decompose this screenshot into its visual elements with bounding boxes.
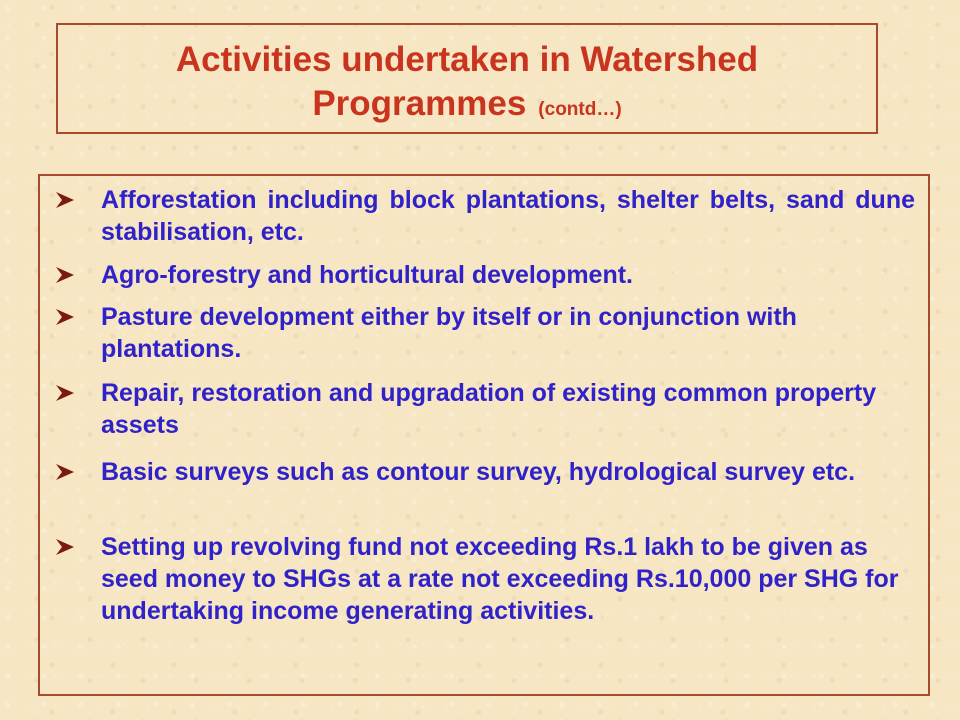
title-box	[56, 23, 878, 134]
arrow-bullet-icon	[54, 536, 76, 558]
bullet-text: Afforestation including block plantations, shelter belts, sand dune stabilisation, etc.	[101, 186, 915, 246]
arrow-bullet-icon	[54, 264, 76, 286]
arrow-bullet-icon	[54, 306, 76, 328]
arrow-bullet-icon	[54, 461, 76, 483]
bullet-text: Agro-forestry and horticultural development.	[101, 261, 634, 289]
bullet-text: Repair, restoration and upgradation of existing common property assets	[101, 379, 877, 439]
bullet-text: Pasture development either by itself or in conjunction with plantations.	[101, 303, 797, 363]
title-suffix: (contd…)	[538, 99, 622, 120]
content-box	[38, 174, 930, 696]
bullet-text: Setting up revolving fund not exceeding Rs.1 lakh to be given as seed money to SHGs at a rate not exceeding Rs.10,000 per SHG for undertaking income generating activities.	[101, 533, 899, 625]
slide-title: Activities undertaken in Watershed Programmes	[175, 40, 759, 123]
bullet-text: Basic surveys such as contour survey, hydrological survey etc.	[101, 458, 856, 486]
arrow-bullet-icon	[54, 189, 76, 211]
arrow-bullet-icon	[54, 382, 76, 404]
